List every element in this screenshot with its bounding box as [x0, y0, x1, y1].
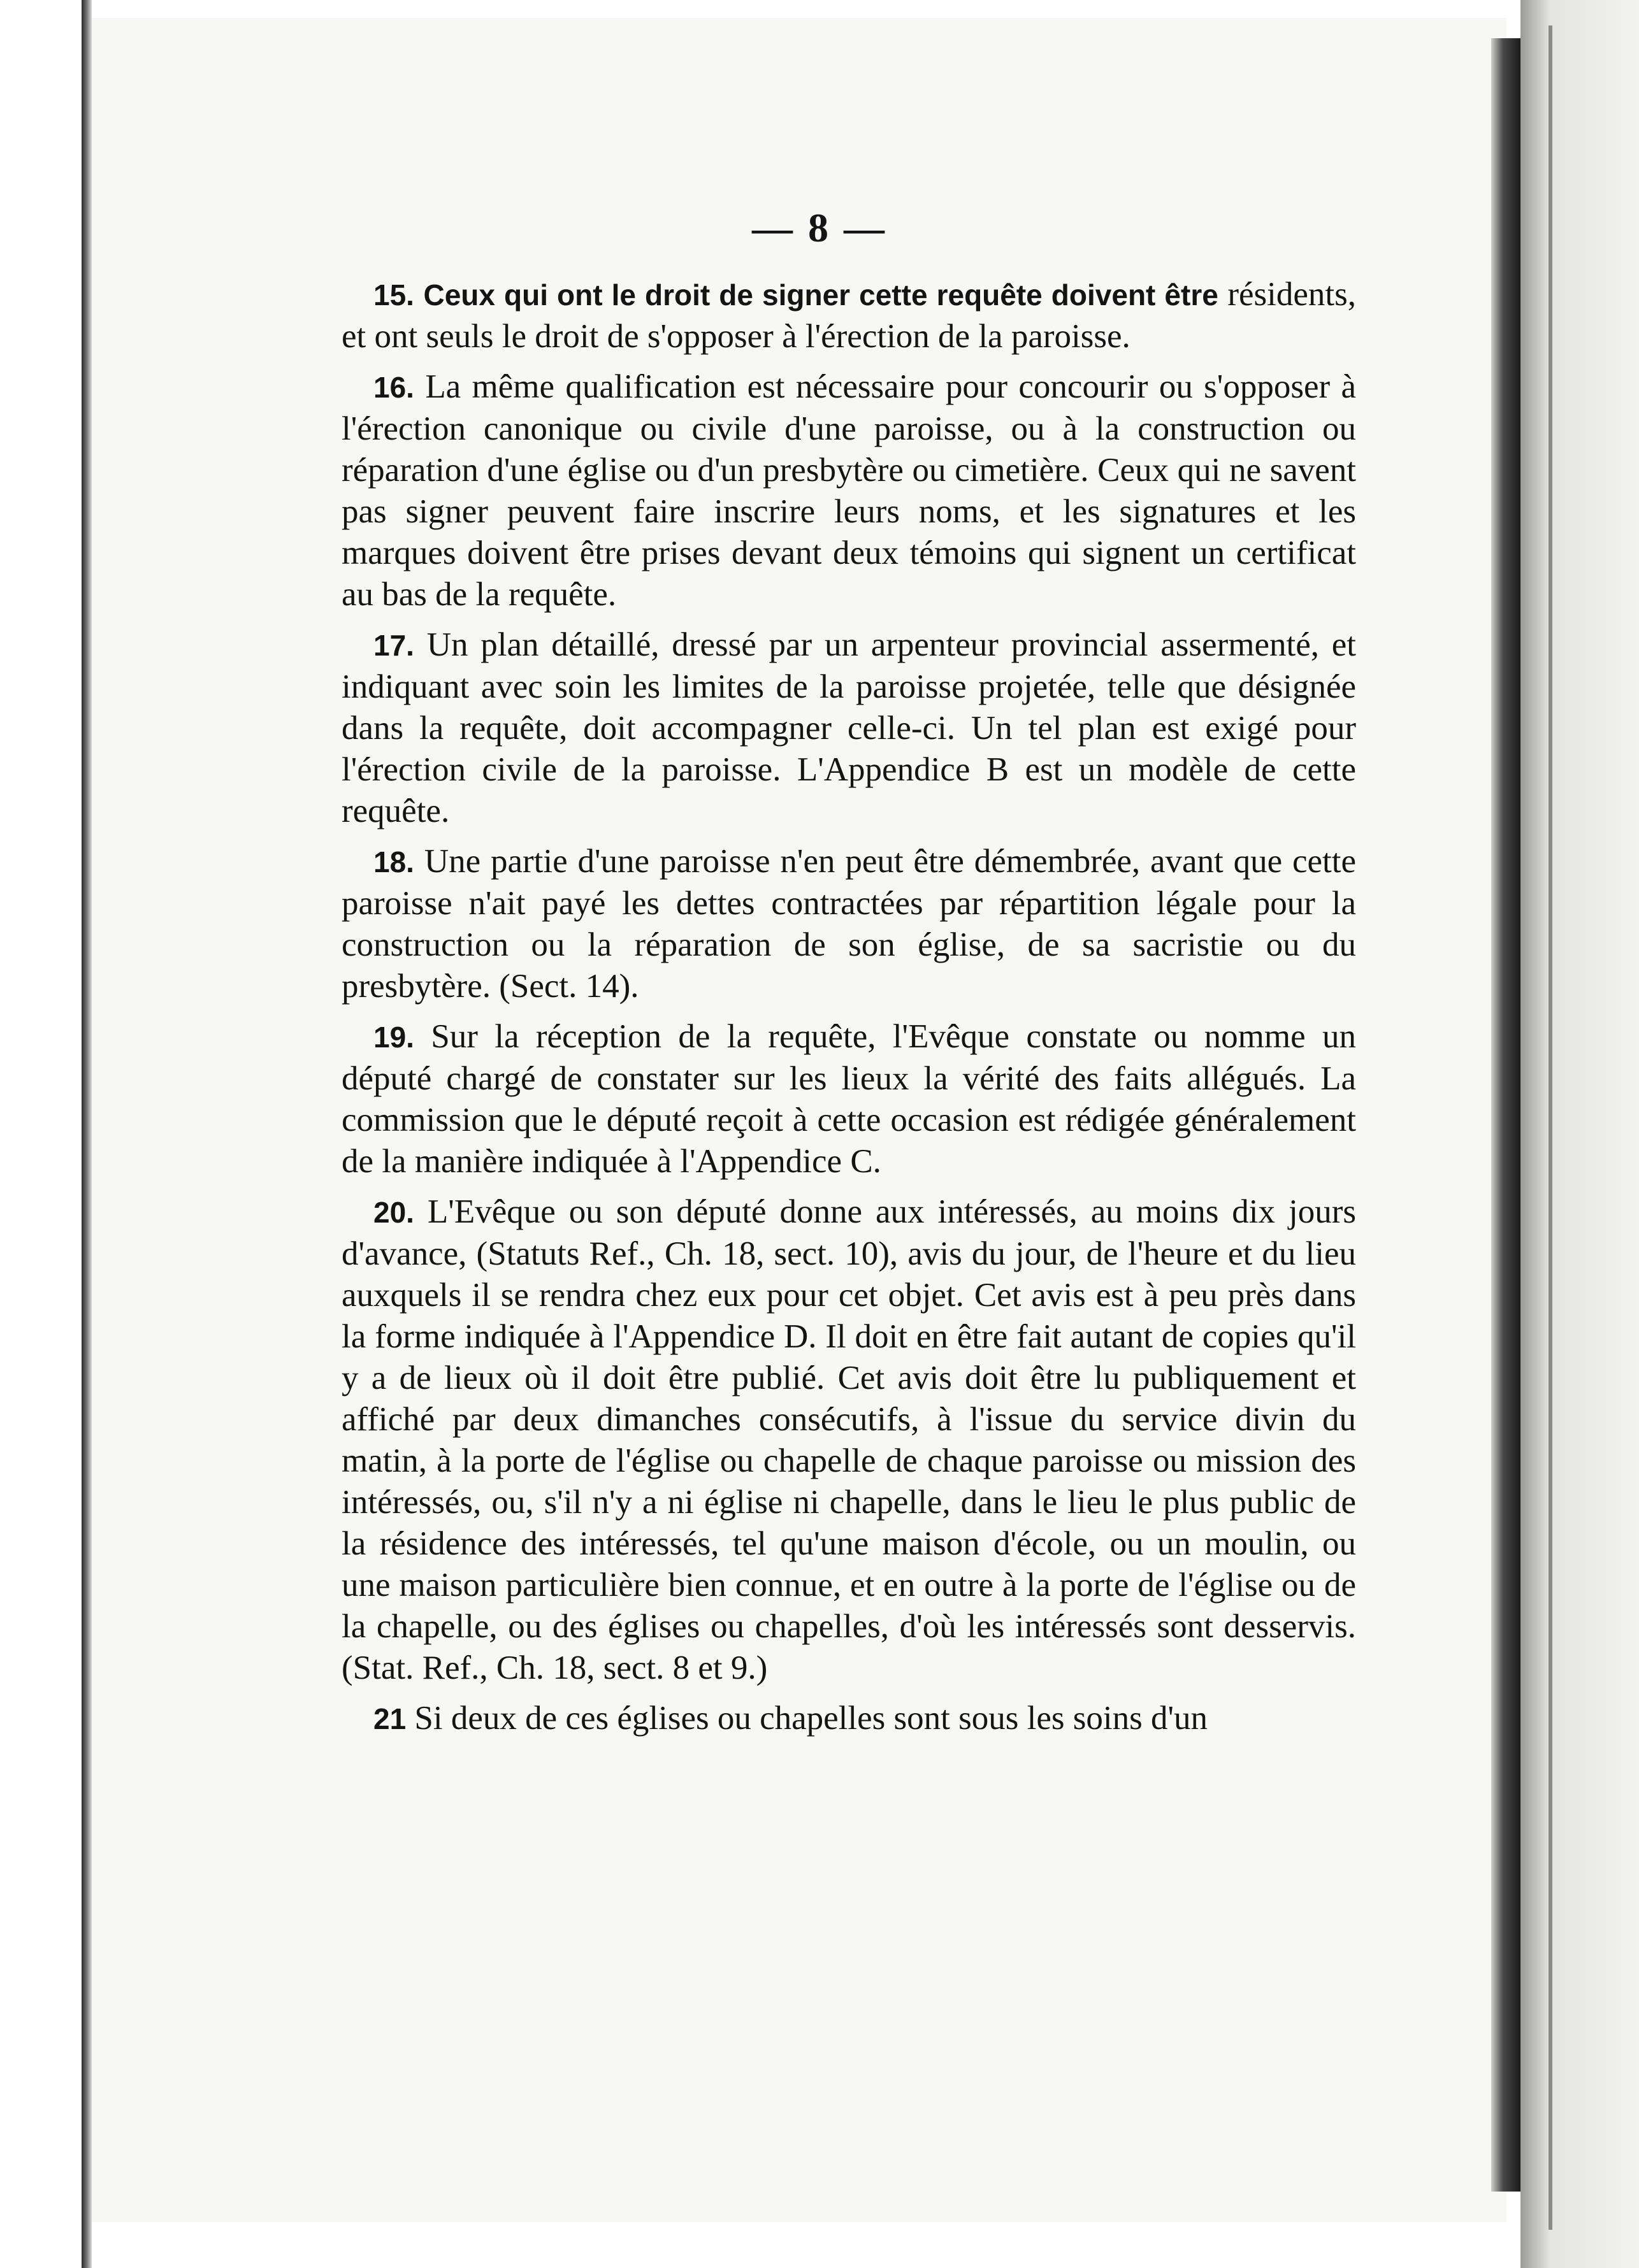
paragraph-number: 15.	[373, 278, 414, 312]
body-text	[342, 274, 1356, 1749]
paragraph-text: Sur la réception de la requête, l'Evêque constate ou nomme un député chargé de constater sur les lieux la vérité des faits allégués. La commission que le député reçoit à cette occasion est rédigée généralement de la manière indiquée à l'Appendice C.	[342, 1018, 1356, 1180]
paragraph-19	[342, 1016, 1356, 1182]
binding-gutter	[1491, 38, 1520, 2192]
paragraph-text: résidents, et ont seuls le droit de s'opposer à l'érection de la paroisse.	[342, 276, 1356, 355]
adjacent-page	[1520, 0, 1639, 2268]
paragraph-text: Si deux de ces églises ou chapelles sont sous les soins d'un	[414, 1700, 1208, 1737]
adjacent-page-edge	[1549, 25, 1552, 2230]
paragraph-16	[342, 366, 1356, 615]
paragraph-15	[342, 274, 1356, 357]
paragraph-text: La même qualification est nécessaire pour concourir ou s'opposer à l'érection canonique ou civile d'une paroisse, ou à la construction ou réparation d'une église ou d'un presbytère ou cimetière. Ceux qui ne savent pas signer peuvent faire inscrire leurs noms, et les signatures et les marques doivent être prises devant deux témoins qui signent un certificat au bas de la requête.	[342, 368, 1357, 613]
page-left-edge	[82, 0, 92, 2268]
paragraph-lead: Ceux qui ont le droit de signer cette requête doivent être	[423, 278, 1218, 312]
paragraph-20	[342, 1191, 1356, 1689]
paragraph-number: 20.	[373, 1196, 414, 1229]
paragraph-text: Un plan détaillé, dressé par un arpenteur provincial assermenté, et indiquant avec soin les limites de la paroisse projetée, telle que désignée dans la requête, doit accompagner celle-ci. Un tel plan est exigé pour l'érection civile de la paroisse. L'Appendice B est un modèle de cette requête.	[342, 626, 1357, 829]
paragraph-21	[342, 1698, 1356, 1740]
paragraph-number: 19.	[373, 1021, 414, 1054]
paragraph-text: Une partie d'une paroisse n'en peut être démembrée, avant que cette paroisse n'ait payé les dettes contractées par répartition légale pour la construction ou la réparation de son église, de sa sacristie ou du presbytère. (Sect. 14).	[342, 843, 1357, 1005]
paragraph-18	[342, 841, 1356, 1007]
paragraph-number: 18.	[373, 845, 414, 879]
paragraph-number: 16.	[373, 371, 414, 404]
paragraph-number: 17.	[373, 629, 414, 662]
page-number: — 8 —	[752, 205, 887, 250]
paragraph-17	[342, 624, 1356, 832]
paragraph-number: 21	[373, 1702, 407, 1735]
paragraph-text: L'Evêque ou son député donne aux intéressés, au moins dix jours d'avance, (Statuts Ref., Ch. 18, sect. 10), avis du jour, de l'heure et du lieu auxquels il se rendra chez eux pour cet objet. Cet avis est à peu près dans la forme indiquée à l'Appendice D. Il doit en être fait autant de copies qu'il y a de lieux où il doit être publié. Cet avis doit être lu publiquement et affiché par deux dimanches consécutifs, à l'issue du service divin du matin, à la porte de l'église ou chapelle de chaque paroisse ou mission des intéressés, ou, s'il n'y a ni église ni chapelle, dans le lieu le plus public de la résidence des intéressés, tel qu'une maison d'école, ou un moulin, ou une maison particulière bien connue, et en outre à la porte de l'église ou de la chapelle, ou des églises ou chapelles, d'où les intéressés sont desservis. (Stat. Ref., Ch. 18, sect. 8 et 9.)	[342, 1193, 1356, 1686]
